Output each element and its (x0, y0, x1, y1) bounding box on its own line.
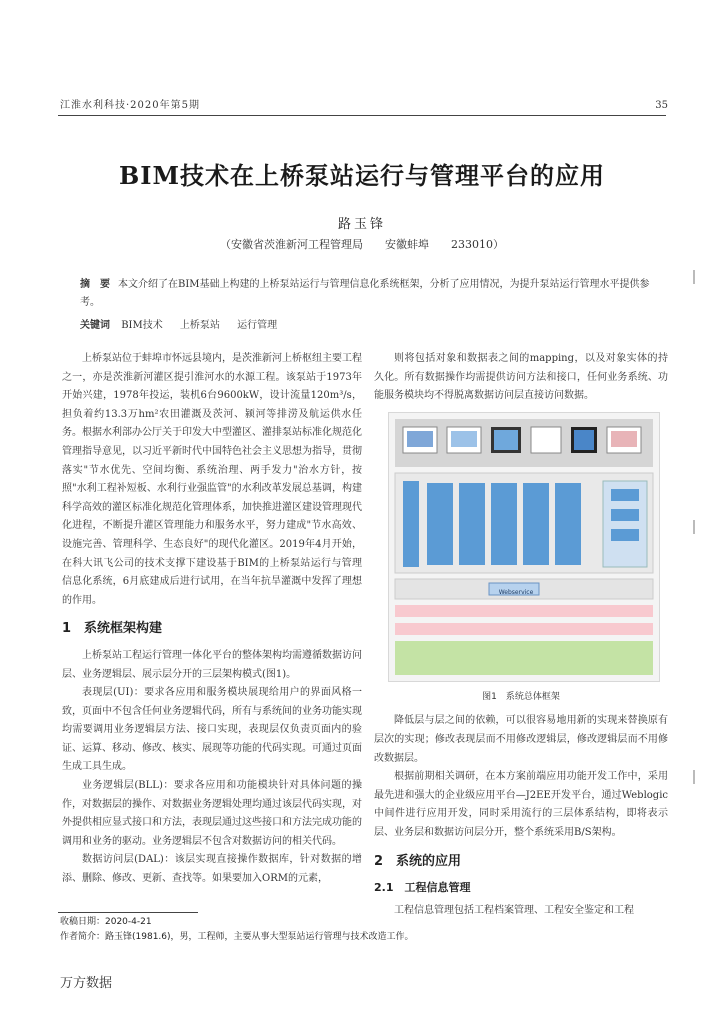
paragraph: 根据前期相关调研，在本方案前端应用功能开发工作中，采用最先进和强大的企业级应用平台—J2EE开发平台，通过Weblogic中间件进行应用开发，同时采用流行的三层体系结构，即将表示层、业务层和数据访问层分开，整个系统采用B/S架构。 (374, 771, 668, 838)
right-column (374, 350, 668, 920)
keyword-item: BIM技术 (121, 320, 163, 331)
received-date: 收稿日期：2020-4-21 (60, 917, 152, 927)
business-module-block (555, 483, 581, 565)
author-bio: 作者简介：路玉锋(1981.6)，男，工程师，主要从事大型泵站运行管理与技术改造工作。 (60, 932, 414, 942)
business-right-item (611, 529, 639, 541)
keyword-item: 运行管理 (237, 320, 278, 331)
scan-mark (693, 770, 695, 784)
author-name: 路玉锋 (337, 217, 386, 232)
business-right-item (611, 489, 639, 501)
section-2-heading: 2 系统的应用 (374, 853, 462, 869)
architecture-diagram (389, 413, 659, 681)
business-right-item (611, 509, 639, 521)
tablet-screen-icon (494, 430, 518, 450)
webservice-label: Webservice (498, 588, 534, 596)
paragraph: 上桥泵站工程运行管理一体化平台的整体架构均需遵循数据访问层、业务逻辑层、展示层分开的三层架构模式(图1)。 (62, 649, 362, 680)
abstract (80, 276, 666, 312)
footnote-divider (58, 912, 198, 913)
business-side-block (403, 481, 419, 567)
monitor-screen-icon (407, 431, 433, 447)
paper-title: BIM技术在上桥泵站运行与管理平台的应用 (118, 161, 606, 190)
business-module-block (491, 483, 517, 565)
paragraph: 表现层(UI)：要求各应用和服务模块展现给用户的界面风格一致，页面中不包含任何业务逻辑代码，所有与系统间的业务功能实现均需要调用业务逻辑层方法、接口实现，表现层仅负责页面内的验证、运算、移动、修改、核实、展现等功能的代码实现。可通过页面生成工具生成。 (62, 687, 362, 773)
laptop-screen-icon (451, 431, 477, 447)
paragraph: 则将包括对象和数据表之间的mapping，以及对象实体的持久化。所有数据操作均需提供访问方法和接口，任何业务系统、功能服务模块均不得脱离数据访问层直接访问数据。 (374, 353, 668, 402)
business-module-block (427, 483, 453, 565)
abstract-label: 摘 要 (80, 279, 110, 290)
data-access-bar (395, 623, 653, 635)
keyword-item: 上桥泵站 (179, 320, 220, 331)
paragraph: 工程信息管理包括工程档案管理、工程安全鉴定和工程 (394, 904, 634, 916)
business-module-block (459, 483, 485, 565)
paragraph: 业务逻辑层(BLL)：要求各应用和功能模块针对具体问题的操作，对数据层的操作、对数据业务逻辑处理均通过该层代码实现，对外提供相应显式接口和方法，表现层通过这些接口和方法完成功能的调用和业务的驱动。业务逻辑层不包含对数据访问的相关代码。 (62, 780, 362, 847)
data-access-bar (395, 605, 653, 617)
keywords (80, 316, 666, 331)
paragraph: 数据访问层(DAL)：该层实现直接操作数据库，针对数据的增添、删除、修改、更新、查找等。如果要加入ORM的元素， (62, 854, 362, 885)
journal-header: 江淮水利科技·2020年第5期 (60, 100, 200, 111)
paragraph: 降低层与层之间的依赖，可以很容易地用新的实现来替换原有层次的实现；修改表现层而不用修改逻辑层，修改逻辑层而不用修改数据层。 (374, 715, 668, 764)
section-1-heading: 1 系统框架构建 (62, 621, 163, 637)
header-divider (58, 115, 666, 116)
watermark-text: 万方数据 (60, 976, 113, 991)
phone-screen-icon (574, 430, 594, 450)
business-module-block (523, 483, 549, 565)
architecture-figure (388, 412, 660, 682)
intro-paragraph: 上桥泵站位于蚌埠市怀远县境内，是茨淮新河上桥枢纽主要工程之一，亦是茨淮新河灌区提引淮河水的水源工程。该泵站于1973年开始兴建，1978年投运，装机6台9600kW，设计流量120m³/s，担负着约13.3万hm²农田灌溉及茨河、颍河等排涝及航运供水任务。根据水利部办公厅关于印发大中型灌区、灌排泵站标准化规范化管理指导意见，以习近平新时代中国特色社会主义思想为指导，贯彻落实"节水优先、空间均衡、系统治理、两手发力"治水方针，按照"水利工程补短板、水利行业强监管"的水利改革发展总基调，构建科学高效的灌区标准化规范化管理体系，加快推进灌区建设管理现代化进程，不断提升灌区管理能力和服务水平，努力建成"节水高效、设施完善、管理科学、生态良好"的现代化灌区。2019年4月开始，在科大讯飞公司的技术支撑下建设基于BIM的上桥泵站运行与管理信息化系统，6月底建成后进行试用，在当年抗旱灌溉中发挥了理想的作用。 (62, 353, 362, 606)
section-2-1-heading: 2.1 工程信息管理 (374, 881, 471, 895)
keywords-label: 关键词 (80, 320, 110, 331)
scan-mark (693, 270, 695, 284)
left-column (62, 350, 362, 889)
scan-mark (693, 520, 695, 534)
database-band (395, 641, 653, 675)
affiliation: （安徽省茨淮新河工程管理局 安徽蚌埠 233010） (220, 238, 504, 251)
abstract-text: 本文介绍了在BIM基础上构建的上桥泵站运行与管理信息化系统框架，分析了应用情况，为提升泵站运行管理水平提供参考。 (80, 279, 650, 308)
page-number: 35 (655, 100, 668, 111)
footnote (60, 915, 414, 945)
photo-screen-icon (611, 431, 637, 447)
panel-device-icon (531, 427, 561, 453)
figure-caption: 图1 系统总体框架 (482, 691, 560, 702)
